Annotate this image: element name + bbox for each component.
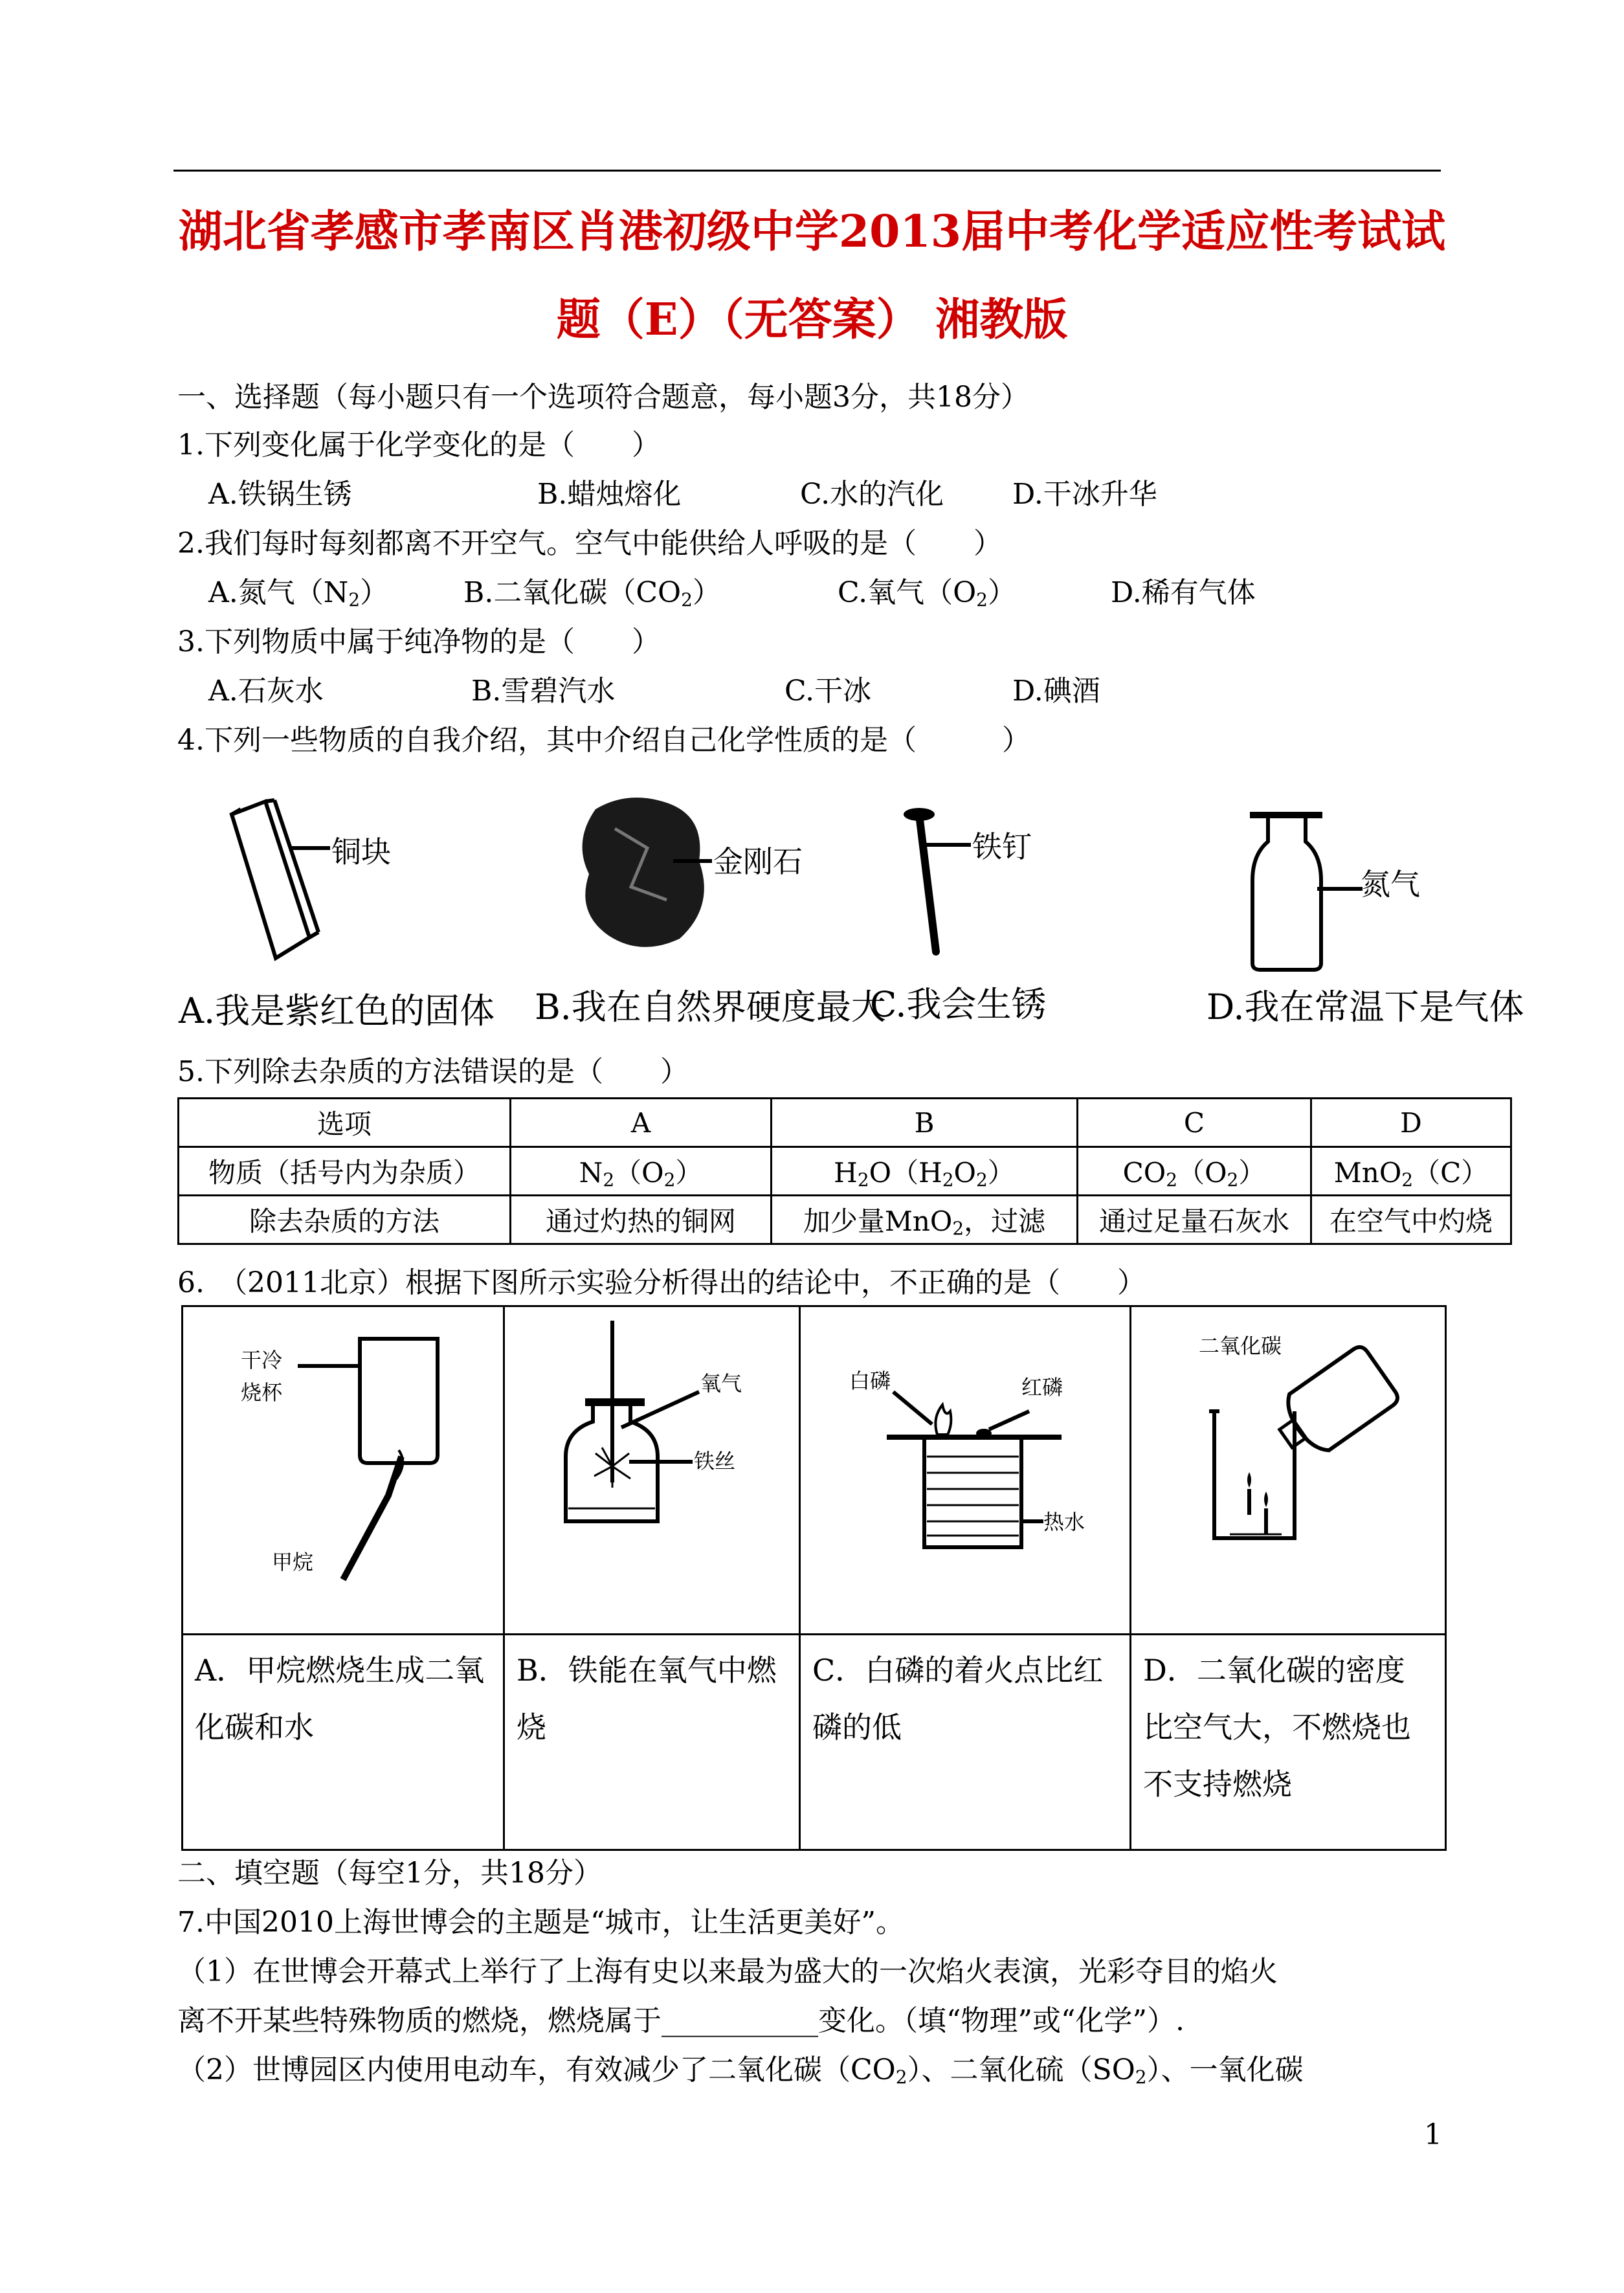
q7-part1-line1: （1）在世博会开幕式上举行了上海有史以来最为盛大的一次焰火表演，光彩夺目的焰火 xyxy=(177,1955,1278,1988)
q2-option-d: D.稀有气体 xyxy=(1111,576,1256,609)
section2-heading: 二、填空题（每空1分，共18分） xyxy=(177,1857,602,1890)
q5-cell-c1: $CO_2(O_2)$ xyxy=(1078,1147,1311,1196)
q5-row1-label: 物质（括号内为杂质） xyxy=(179,1147,511,1196)
q1-option-a: A.铁锅生锈 xyxy=(208,478,352,511)
q3-stem: 3.下列物质中属于纯净物的是（ ） xyxy=(177,625,660,658)
fig-b-label-oxygen: 氧气 xyxy=(700,1371,742,1396)
q1-option-b: B.蜡烛熔化 xyxy=(537,478,682,511)
q2-option-c: C.氧气$(O_2)$ xyxy=(838,576,1016,610)
q5-stem: 5.下列除去杂质的方法错误的是（ ） xyxy=(177,1055,689,1088)
q2-option-b: B.二氧化碳$(CO_2)$ xyxy=(463,576,721,610)
q5-header-a: A xyxy=(511,1099,772,1147)
fig-d-drawing xyxy=(1191,1340,1411,1554)
q5-cell-a1: $N_2(O_2)$ xyxy=(511,1147,772,1196)
iron-nail-label: 铁钉 xyxy=(972,829,1032,864)
q5-header-b: B xyxy=(772,1099,1078,1147)
fig-c-label-white-p: 白磷 xyxy=(849,1369,891,1393)
q5-cell-c2: 通过足量石灰水 xyxy=(1078,1196,1311,1244)
fig-c-drawing xyxy=(880,1392,1074,1560)
copper-block-leader xyxy=(291,845,337,851)
q7-stem: 7.中国2010上海世博会的主题是“城市，让生活更美好”。 xyxy=(177,1906,904,1939)
diamond-label: 金刚石 xyxy=(713,844,803,879)
q5-cell-a2: 通过灼热的铜网 xyxy=(511,1196,772,1244)
q6-caption-d: D．二氧化碳的密度比空气大，不燃烧也不支持燃烧 xyxy=(1143,1653,1411,1802)
fig-d-label-co2: 二氧化碳 xyxy=(1199,1334,1282,1358)
q6-caption-b: B．铁能在氧气中燃烧 xyxy=(517,1653,777,1745)
q4-caption-d: D.我在常温下是气体 xyxy=(1207,987,1524,1027)
table-row xyxy=(179,1196,1511,1244)
q6-caption-a: A．甲烷燃烧生成二氧化碳和水 xyxy=(195,1653,485,1745)
q5-cell-d2: 在空气中灼烧 xyxy=(1311,1196,1511,1244)
q5-cell-b1: $H_2O(H_2O_2)$ xyxy=(772,1147,1078,1196)
q5-cell-b2: 加少量MnO$_2$，过滤 xyxy=(772,1196,1078,1244)
fig-c-label-red-p: 红磷 xyxy=(1021,1375,1063,1400)
q1-stem: 1.下列变化属于化学变化的是（ ） xyxy=(177,429,660,462)
q7-part2-line1: （2）世博园区内使用电动车，有效减少了二氧化碳$(CO_2)$、二氧化硫$(SO_2)$、一氧化碳 xyxy=(177,2053,1304,2088)
fig-a-label-methane: 甲烷 xyxy=(272,1550,314,1574)
copper-block-drawing xyxy=(227,796,350,971)
q2-option-a: A.氮气$(N_2)$ xyxy=(208,576,389,610)
q7-part1-line2: 离不开某些特殊物质的燃烧，燃烧属于___________变化。（填“物理”或“化学”）. xyxy=(177,2004,1185,2037)
table-row xyxy=(179,1099,1511,1147)
fig-c-label-hot-water: 热水 xyxy=(1043,1510,1085,1534)
iron-nail-drawing xyxy=(893,803,971,971)
table-row xyxy=(179,1147,1511,1196)
q3-option-a: A.石灰水 xyxy=(208,675,324,708)
q4-stem: 4.下列一些物质的自我介绍，其中介绍自己化学性质的是（ ） xyxy=(177,724,1030,757)
copper-block-label: 铜块 xyxy=(331,834,391,869)
q1-option-d: D.干冰升华 xyxy=(1012,478,1157,511)
nitrogen-bottle-drawing xyxy=(1246,809,1337,978)
q4-caption-c: C.我会生锈 xyxy=(870,984,1047,1025)
page-number: 1 xyxy=(1424,2118,1442,2151)
diamond-leader xyxy=(673,858,718,864)
q5-header-c: C xyxy=(1078,1099,1311,1147)
fig-b-label-iron-wire: 铁丝 xyxy=(694,1449,736,1473)
q3-option-d: D.碘酒 xyxy=(1012,675,1100,708)
fig-a-label-beaker: 烧杯 xyxy=(241,1380,283,1405)
page-title-line2: 题（E）（无答案） 湘教版 xyxy=(556,294,1068,346)
q4-caption-b: B.我在自然界硬度最大 xyxy=(535,987,886,1027)
q1-option-c: C.水的汽化 xyxy=(800,478,944,511)
fig-b-drawing xyxy=(557,1321,699,1554)
q6-stem: 6. （2011北京）根据下图所示实验分析得出的结论中，不正确的是（ ） xyxy=(177,1266,1146,1299)
q3-option-c: C.干冰 xyxy=(784,675,872,708)
q5-header-d: D xyxy=(1311,1099,1511,1147)
nitrogen-bottle-label: 氮气 xyxy=(1361,867,1420,902)
table-row xyxy=(183,1635,1446,1850)
iron-nail-leader xyxy=(919,842,977,848)
page-title-line1: 湖北省孝感市孝南区肖港初级中学2013届中考化学适应性考试试 xyxy=(178,206,1446,258)
q6-caption-c: C．白磷的着火点比红磷的低 xyxy=(812,1653,1104,1745)
q5-cell-d1: MnO$_2$（C） xyxy=(1311,1147,1511,1196)
q5-header-option: 选项 xyxy=(179,1099,511,1147)
fig-a-label-cold: 干冷 xyxy=(241,1348,283,1372)
q5-row2-label: 除去杂质的方法 xyxy=(179,1196,511,1244)
q5-table xyxy=(177,1097,1512,1245)
top-rule xyxy=(173,170,1441,172)
q3-option-b: B.雪碧汽水 xyxy=(471,675,616,708)
q4-caption-a: A.我是紫红色的固体 xyxy=(179,990,495,1031)
diamond-drawing xyxy=(570,790,725,958)
section1-heading: 一、选择题（每小题只有一个选项符合题意，每小题3分，共18分） xyxy=(177,381,1029,414)
q2-stem: 2.我们每时每刻都离不开空气。空气中能供给人呼吸的是（ ） xyxy=(177,527,1002,560)
fig-a-drawing xyxy=(285,1334,479,1580)
